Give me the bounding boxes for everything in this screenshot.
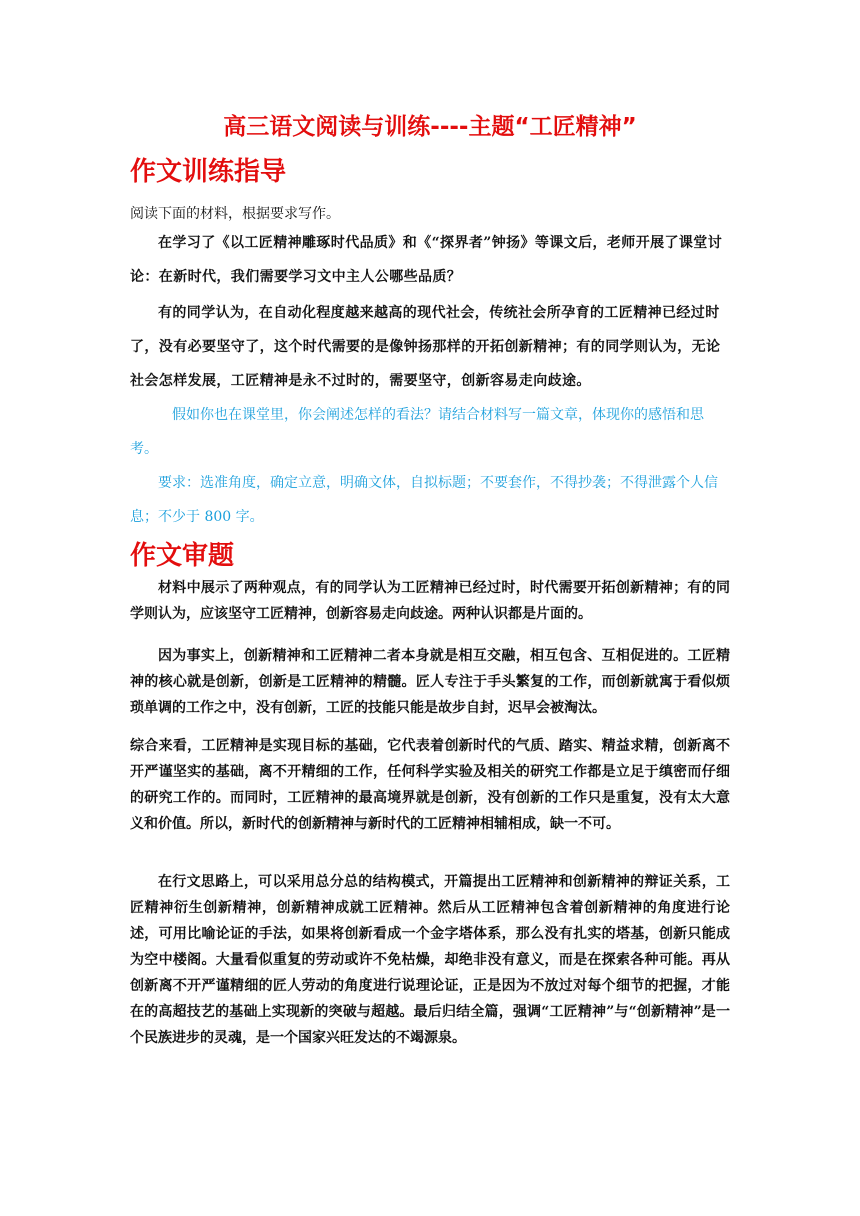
writing-requirement: 要求：选准角度，确定立意，明确文体，自拟标题；不要套作，不得抄袭；不得泄露个人信息；不少于 800 字。: [130, 475, 718, 525]
analysis-paragraph-4: 在行文思路上，可以采用总分总的结构模式，开篇提出工匠精神和创新精神的辩证关系，工匠精神衍生创新精神，创新精神成就工匠精神。然后从工匠精神包含着创新精神的角度进行论述，可用比喻论证的手法，如果将创新看成一个金字塔体系，那么没有扎实的塔基，创新只能成为空中楼阁。大量看似重复的劳动或许不免枯燥，却绝非没有意义，而是在探索各种可能。再从创新离不开严谨精细的匠人劳动的角度进行说理论证，正是因为不放过对每个细节的把握，才能在的高超技艺的基础上实现新的突破与超越。最后归结全篇，强调“工匠精神”与“创新精神”是一个民族进步的灵魂，是一个国家兴旺发达的不竭源泉。: [130, 874, 730, 1046]
analysis-paragraph-3: 综合来看，工匠精神是实现目标的基础，它代表着创新时代的气质、踏实、精益求精，创新离不开严谨坚实的基础，离不开精细的工作，任何科学实验及相关的研究工作都是立足于缜密而仔细的研究工作的。而同时，工匠精神的最高境界就是创新，没有创新的工作只是重复，没有太大意义和价值。所以，新时代的创新精神与新时代的工匠精神相辅相成，缺一不可。: [130, 738, 730, 832]
section-heading-analysis: 作文审题: [130, 541, 235, 571]
section-heading-guidance: 作文训练指导: [130, 157, 287, 187]
analysis-paragraph-1: 材料中展示了两种观点，有的同学认为工匠精神已经过时，时代需要开拓创新精神；有的同学则认为，应该坚守工匠精神，创新容易走向歧途。两种认识都是片面的。: [130, 580, 730, 622]
material-paragraph-2: 有的同学认为，在自动化程度越来越高的现代社会，传统社会所孕育的工匠精神已经过时了，没有必要坚守了，这个时代需要的是像钟扬那样的开拓创新精神；有的同学则认为，无论社会怎样发展，工匠精神是永不过时的，需要坚守，创新容易走向歧途。: [130, 305, 721, 389]
document-title: 高三语文阅读与训练----主题“工匠精神”: [223, 114, 637, 140]
instruction-text: 阅读下面的材料，根据要求写作。: [130, 206, 340, 222]
analysis-paragraph-2: 因为事实上，创新精神和工匠精神二者本身就是相互交融，相互包含、互相促进的。工匠精神的核心就是创新，创新是工匠精神的精髓。匠人专注于手头繁复的工作，而创新就寓于看似烦琐单调的工作之中，没有创新，工匠的技能只能是故步自封，迟早会被淘汰。: [130, 648, 730, 716]
writing-task: 假如你也在课堂里，你会阐述怎样的看法？请结合材料写一篇文章，体现你的感悟和思考。: [130, 407, 704, 457]
material-paragraph-1: 在学习了《以工匠精神雕琢时代品质》和《“探界者”钟扬》等课文后，老师开展了课堂讨论：在新时代，我们需要学习文中主人公哪些品质？: [130, 235, 723, 285]
